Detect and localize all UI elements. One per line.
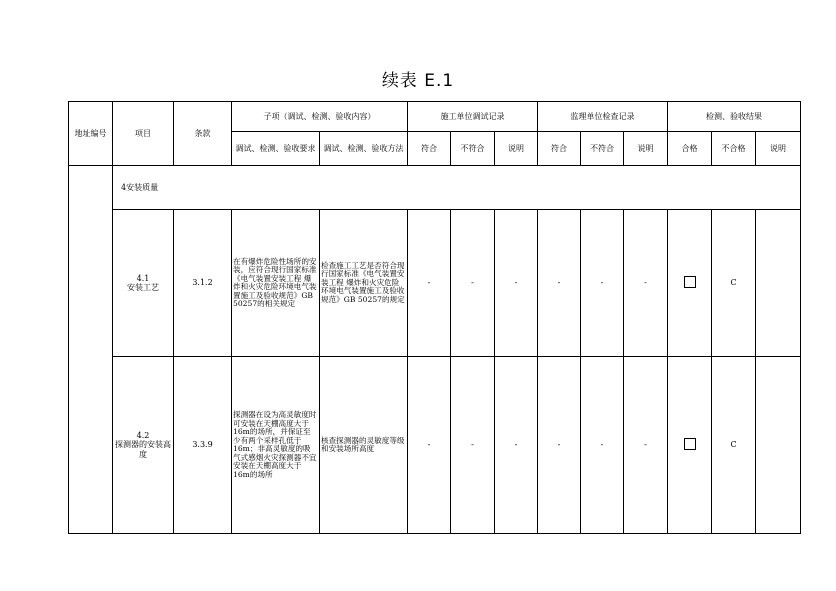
supervision-conform-cell: - xyxy=(538,357,581,534)
table-row xyxy=(69,210,801,357)
construction-conform-cell: - xyxy=(408,210,451,357)
requirement-cell: 探测器在设为高灵敏度时可安装在天棚高度大于16m的场所，并保证至少有两个采样孔低于16m；非高灵敏度的吸气式感烟火灾探测器不宜安装在天棚高度大于16m的场所 xyxy=(232,357,320,534)
construction-nonconform-cell: - xyxy=(451,357,495,534)
header-construction: 施工单位调试记录 xyxy=(408,102,538,132)
construction-note-cell: - xyxy=(495,210,538,357)
construction-nonconform-cell: - xyxy=(451,210,495,357)
page-title: 续表 E.1 xyxy=(381,71,455,91)
result-note-cell xyxy=(756,210,801,357)
pass-checkbox[interactable] xyxy=(684,276,696,288)
pass-checkbox[interactable] xyxy=(684,438,696,450)
item-cell xyxy=(113,357,174,534)
supervision-nonconform-cell: - xyxy=(581,357,624,534)
requirement-cell: 在有爆炸危险性场所的安装，应符合现行国家标准《电气装置安装工程 爆炸和火灾危险环境电气装置施工及验收规范》GB 50257的相关规定 xyxy=(232,210,320,357)
header-row-1 xyxy=(69,102,801,132)
header-clause: 条款 xyxy=(174,102,232,166)
result-pass-cell xyxy=(668,210,712,357)
item-name: 安装工艺 xyxy=(127,283,159,292)
header-construction-note: 说明 xyxy=(495,132,538,166)
result-fail-cell: C xyxy=(712,210,756,357)
clause-cell: 3.3.9 xyxy=(174,357,232,534)
section-row xyxy=(69,166,801,210)
result-pass-cell xyxy=(668,357,712,534)
supervision-conform-cell: - xyxy=(538,210,581,357)
method-cell: 检查施工工艺是否符合现行国家标准《电气装置安装工程 爆炸和火灾危险环境电气装置施工及验收规范》GB 50257的规定 xyxy=(320,210,408,357)
result-note-cell xyxy=(756,357,801,534)
header-supervision-note: 说明 xyxy=(624,132,668,166)
header-sub-requirement: 调试、检测、验收要求 xyxy=(232,132,320,166)
header-construction-nonconform: 不符合 xyxy=(451,132,495,166)
supervision-note-cell: - xyxy=(624,210,668,357)
supervision-note-cell: - xyxy=(624,357,668,534)
header-construction-conform: 符合 xyxy=(408,132,451,166)
header-supervision-conform: 符合 xyxy=(538,132,581,166)
result-fail-cell: C xyxy=(712,357,756,534)
item-cell xyxy=(113,210,174,357)
header-item: 项目 xyxy=(113,102,174,166)
construction-note-cell: - xyxy=(495,357,538,534)
item-name: 探测器的安装高度 xyxy=(115,440,171,459)
construction-conform-cell: - xyxy=(408,357,451,534)
header-supervision: 监理单位检查记录 xyxy=(538,102,668,132)
header-address: 地址编号 xyxy=(69,102,113,166)
section-label: 4安装质量 xyxy=(113,166,801,210)
method-cell: 核查探测器的灵敏度等级和安装场所高度 xyxy=(320,357,408,534)
header-subitem: 子项（调试、检测、验收内容） xyxy=(232,102,408,132)
inspection-table xyxy=(68,101,801,534)
header-result: 检测、验收结果 xyxy=(668,102,801,132)
supervision-nonconform-cell: - xyxy=(581,210,624,357)
header-result-note: 说明 xyxy=(756,132,801,166)
clause-cell: 3.1.2 xyxy=(174,210,232,357)
header-result-fail: 不合格 xyxy=(712,132,756,166)
header-supervision-nonconform: 不符合 xyxy=(581,132,624,166)
item-number: 4.2 xyxy=(136,431,150,441)
address-cell xyxy=(69,166,113,534)
header-sub-method: 调试、检测、验收方法 xyxy=(320,132,408,166)
item-number: 4.1 xyxy=(136,273,150,283)
header-result-pass: 合格 xyxy=(668,132,712,166)
table-row xyxy=(69,357,801,534)
